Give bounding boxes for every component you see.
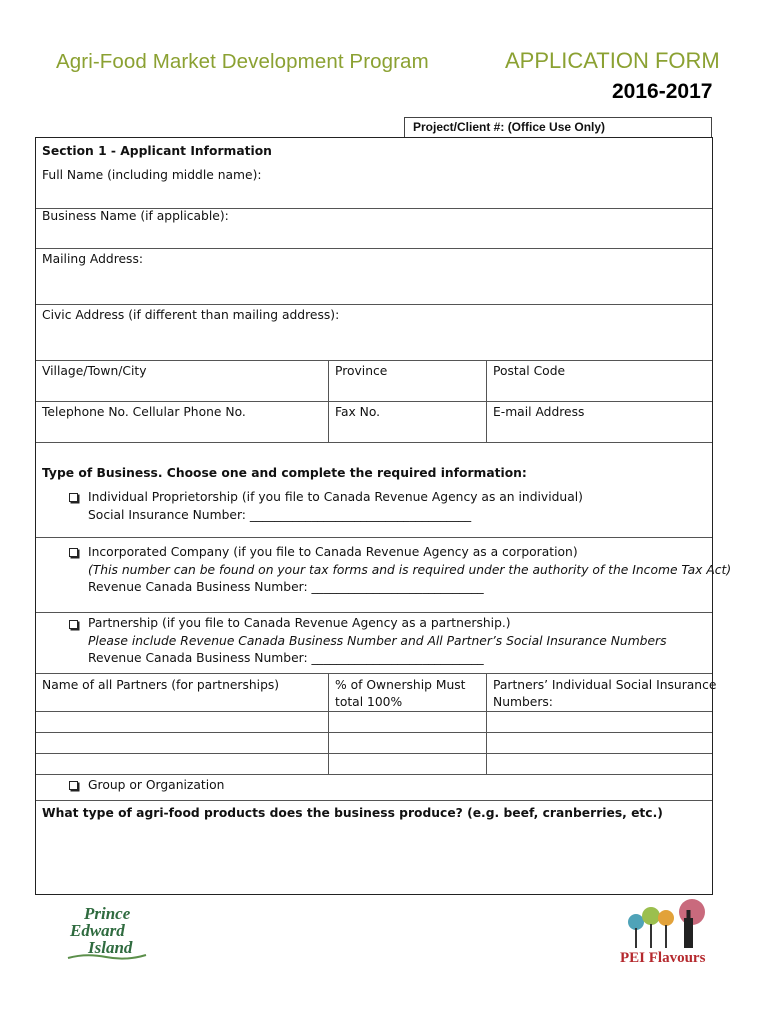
group-label: Group or Organization [88, 778, 225, 792]
form-year: 2016-2017 [612, 80, 713, 103]
partners-name-header: Name of all Partners (for partnerships) [42, 678, 280, 692]
mailing-address-label: Mailing Address: [42, 252, 144, 266]
telephone-label: Telephone No. Cellular Phone No. [42, 405, 246, 419]
pei-logo-line1: Prince [84, 904, 131, 923]
sin-line[interactable]: Social Insurance Number: ____________________________________ [88, 508, 472, 522]
incorporated-label: Incorporated Company (if you file to Canada Revenue Agency as a corporation) [88, 545, 578, 559]
village-label: Village/Town/City [42, 364, 147, 378]
pei-flavours-logo [618, 898, 718, 968]
individual-label: Individual Proprietorship (if you file to Canada Revenue Agency as an individual) [88, 490, 583, 504]
incorporated-checkbox[interactable] [69, 548, 78, 557]
individual-checkbox[interactable] [69, 493, 78, 502]
postal-code-label: Postal Code [493, 364, 566, 378]
partnership-checkbox[interactable] [69, 620, 78, 629]
full-name-label: Full Name (including middle name): [42, 168, 262, 182]
pei-logo-line3: Island [88, 938, 133, 957]
business-name-label: Business Name (if applicable): [42, 209, 229, 223]
section-title: Section 1 - Applicant Information [42, 144, 272, 158]
group-checkbox[interactable] [69, 781, 78, 790]
business-type-heading: Type of Business. Choose one and complete the required information: [42, 466, 527, 480]
ownership-header-line2: total 100% [335, 695, 403, 709]
pei-logo [66, 903, 151, 965]
program-title: Agri-Food Market Development Program [56, 50, 429, 73]
application-form [35, 137, 732, 895]
sin-header-line2: Numbers: [493, 695, 553, 709]
form-title: APPLICATION FORM [505, 48, 720, 73]
ownership-header-line1: % of Ownership Must [335, 678, 466, 692]
civic-address-label: Civic Address (if different than mailing address): [42, 308, 340, 322]
corp-business-number-line[interactable]: Revenue Canada Business Number: ____________________________ [88, 580, 484, 594]
province-label: Province [335, 364, 388, 378]
partnership-business-number-line[interactable]: Revenue Canada Business Number: ____________________________ [88, 651, 484, 665]
sin-header-line1: Partners’ Individual Social Insurance [493, 678, 717, 692]
email-label: E-mail Address [493, 405, 585, 419]
products-question: What type of agri-food products does the business produce? (e.g. beef, cranberries, etc.) [42, 806, 663, 820]
pei-flavours-text: PEI Flavours [620, 950, 706, 966]
incorporated-note: (This number can be found on your tax forms and is required under the authority of the Income Tax Act) [88, 563, 732, 577]
fax-label: Fax No. [335, 405, 381, 419]
pei-logo-line2: Edward [70, 921, 125, 940]
office-use-box[interactable]: Project/Client #: (Office Use Only) [404, 117, 712, 137]
partnership-label: Partnership (if you file to Canada Revenue Agency as a partnership.) [88, 616, 511, 630]
partnership-note: Please include Revenue Canada Business Number and All Partner’s Social Insurance Numbers [88, 634, 667, 648]
